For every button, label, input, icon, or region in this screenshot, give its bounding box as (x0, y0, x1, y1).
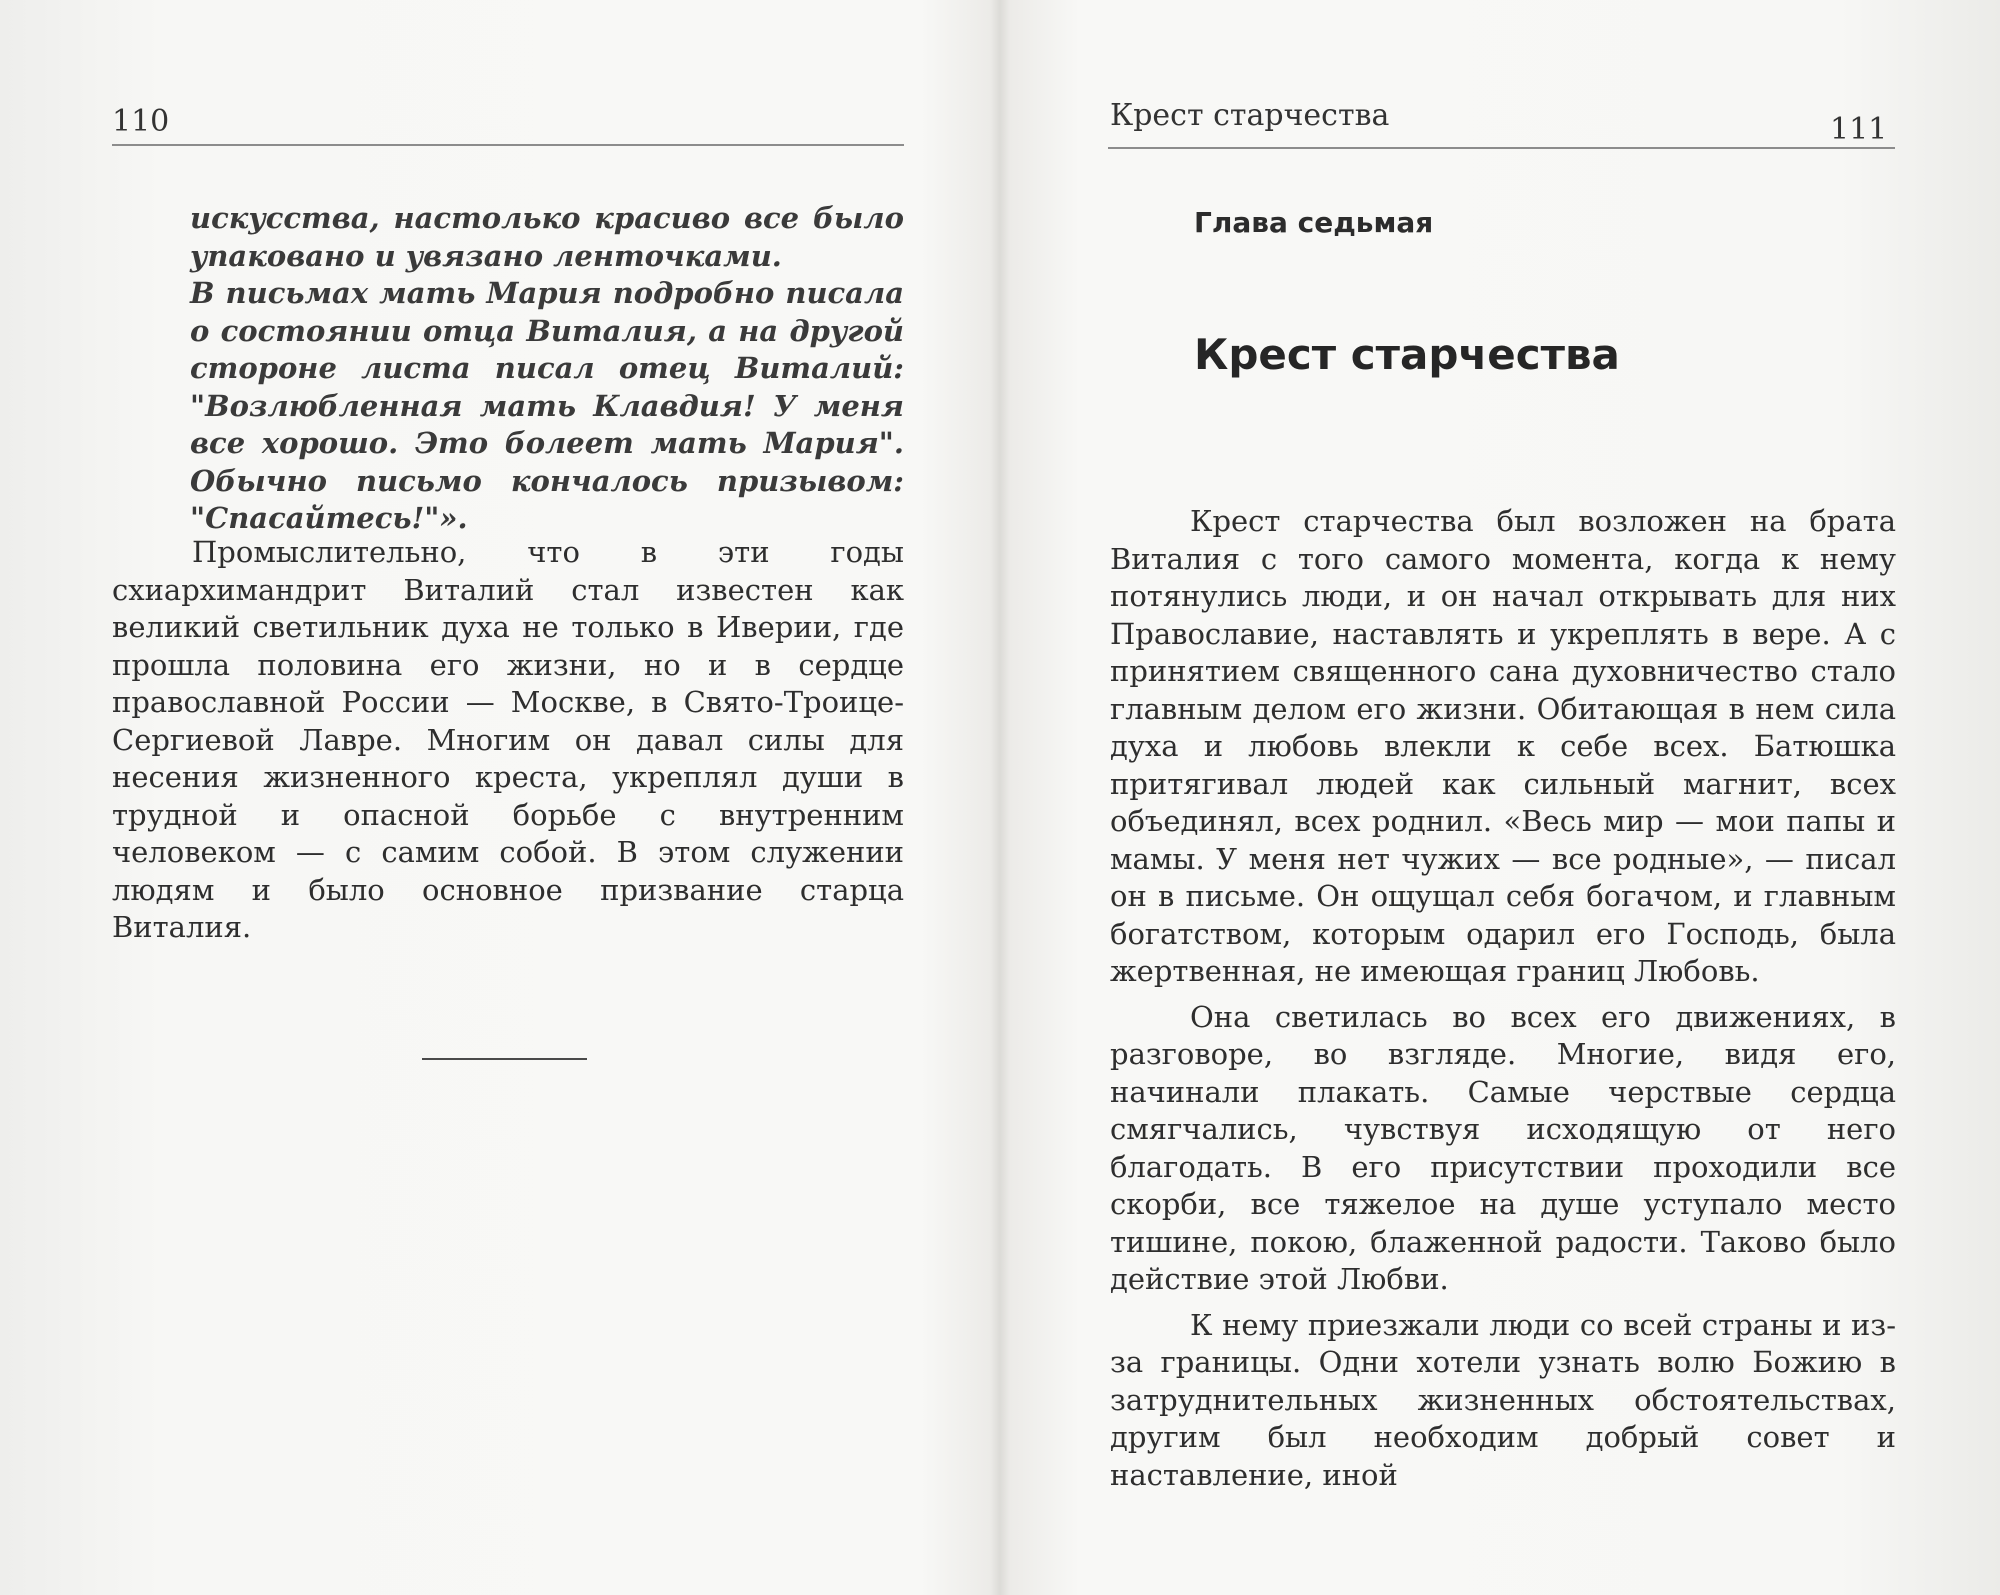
italic-paragraph-2: В письмах мать Мария подробно писала о состоянии отца Виталия, а на другой стороне листа писал отец Виталий: "Возлюбленная мать Клавдия! У меня все хорошо. Это болеет мать Мария". Обычно письмо кончалось призывом: "Спасайтесь!"». (190, 276, 904, 535)
right-paragraph-1: Крест старчества был возложен на брата Виталия с того самого момента, когда к нему потянулись люди, и он начал открывать для них Православие, наставлять и укреплять в вере. А с принятием священного сана духовничество стало главным делом его жизни. Обитающая в нем сила духа и любовь влекли к себе всех. Батюшка притягивал людей как сильный магнит, всех объединял, всех роднил. «Весь мир — мои папы и мамы. У меня нет чужих — все родные», — писал он в письме. Он ощущал себя богачом, и главным богатством, которым одарил его Господь, была жертвенная, не имеющая границ Любовь. (1110, 504, 1896, 988)
right-body-block (1110, 503, 1896, 1494)
chapter-title: Крест старчества (1194, 330, 1620, 379)
left-italic-block (190, 200, 904, 538)
right-page-number: 111 (1830, 112, 1888, 147)
running-title: Крест старчества (1110, 98, 1390, 133)
right-page (1000, 0, 2000, 1595)
italic-paragraph-1: искусства, настолько красиво все было упаковано и увязано ленточками. (190, 201, 904, 273)
left-body-paragraph: Промыслительно, что в эти годы схиархимандрит Виталий стал известен как великий светильник духа не только в Иверии, где прошла половина его жизни, но и в сердце православной России — Москве, в Свято-Троице-Сергиевой Лавре. Многим он давал силы для несения жизненного креста, укреплял души в трудной и опасной борьбе с внутренним человеком — с самим собой. В этом служении людям и было основное призвание старца Виталия. (112, 535, 904, 944)
right-paragraph-3: К нему приезжали люди со всей страны и из-за границы. Одни хотели узнать волю Божию в затруднительных жизненных обстоятельствах, другим был необходим добрый совет и наставление, иной (1110, 1307, 1896, 1492)
left-page-number: 110 (112, 104, 170, 139)
right-header-rule (1108, 147, 1895, 149)
left-body-block (112, 534, 904, 947)
right-paragraph-2: Она светилась во всех его движениях, в разговоре, во взгляде. Многие, видя его, начинали плакать. Самые черствые сердца смягчались, чувствуя исходящую от него благодать. В его присутствии проходили все скорби, все тяжелое на душе уступало место тишине, покою, блаженной радости. Таково было действие этой Любви. (1110, 999, 1896, 1296)
chapter-label: Глава седьмая (1194, 206, 1434, 239)
section-divider (422, 1058, 587, 1060)
left-header-rule (112, 144, 904, 146)
